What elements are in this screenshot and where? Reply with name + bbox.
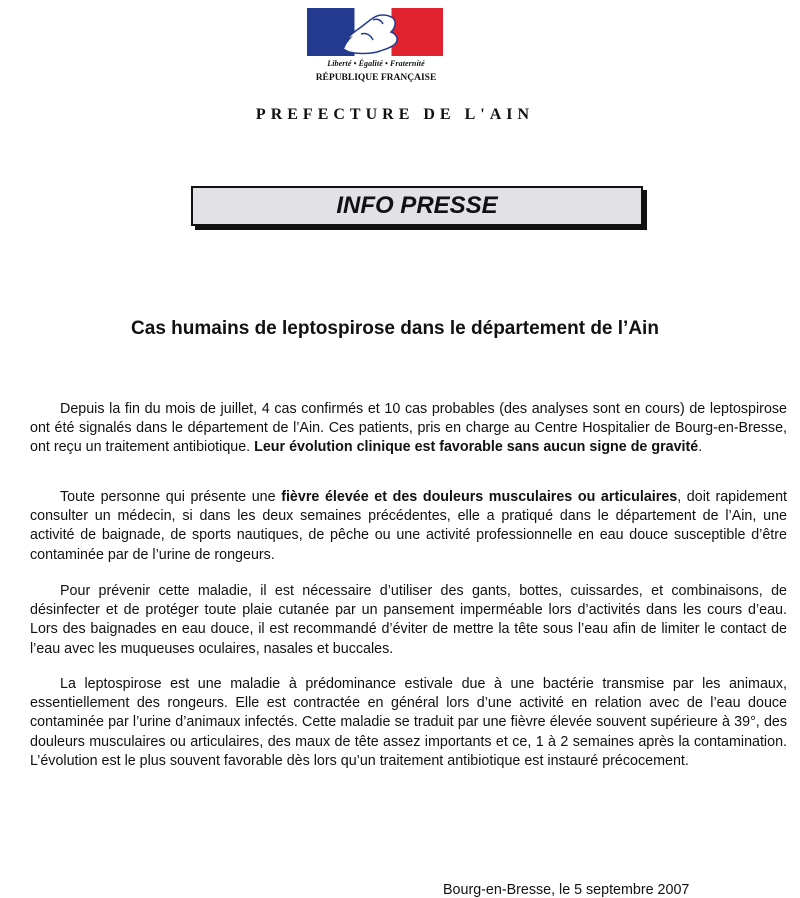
info-presse-banner xyxy=(191,186,643,226)
republic-name: RÉPUBLIQUE FRANÇAISE xyxy=(315,73,437,83)
place-date: Bourg-en-Bresse, le 5 septembre 2007 xyxy=(443,882,690,898)
paragraph-4: La leptospirose est une maladie à prédominance estivale due à une bactérie transmise par les animaux, essentiellement des rongeurs. Elle est contractée en général lors d’une activité en relation avec de l’eau douce contaminée par l’urine d’animaux infectés. Cette maladie se traduit par une fièvre élevée souvent supérieure à 39°, des douleurs musculaires ou articulaires, des maux de tête assez importants et ce, 1 à 2 semaines après la contamination. L’évolution est le plus souvent favorable dès lors qu’un traitement antibiotique est instauré précocement. xyxy=(30,676,787,769)
paragraph-1-bold: Leur évolution clinique est favorable sans aucun signe de gravité xyxy=(254,439,699,456)
paragraph-1-text: Depuis la fin du mois de juillet, 4 cas confirmés et 10 cas probables (des analyses sont en cours) de leptospirose ont été signalés dans le département de l’Ain. Ces patients, pris en charge au Centre Hospitalier de Bourg-en-Bresse, ont reçu un traitement antibiotique. xyxy=(30,401,787,456)
paragraph-2-start: Toute personne qui présente une xyxy=(60,489,282,505)
info-presse-label: INFO PRESSE xyxy=(336,192,498,219)
paragraph-1 xyxy=(30,400,787,458)
marianne-logo xyxy=(305,6,447,90)
paragraph-1-end: . xyxy=(698,439,703,456)
marianne-flag-icon xyxy=(307,8,443,56)
paragraph-2-bold: fièvre élevée et des douleurs musculaires ou articulaires xyxy=(281,489,678,505)
article-title: Cas humains de leptospirose dans le département de l’Ain xyxy=(131,318,659,339)
paragraph-3: Pour prévenir cette maladie, il est nécessaire d’utiliser des gants, bottes, cuissardes, et combinaisons, de désinfecter et de protéger toute plaie cutanée par un pansement imperméable lors d’activités dans les cours d’eau. Lors des baignades en eau douce, il est recommandé d’éviter de mettre la tête sous l’eau afin de limiter le contact de l’eau avec les muqueuses oculaires, nasales et buccales. xyxy=(30,583,787,657)
paragraph-2 xyxy=(30,488,787,565)
motto: Liberté • Égalité • Fraternité xyxy=(327,59,425,68)
paragraph-2-end: , doit rapidement consulter un médecin, si dans les deux semaines précédentes, elle a pratiqué dans le département de l’Ain, une activité de baignade, de sports nautiques, de pêche ou une activité professionnelle en eau douce susceptible d’être contaminée par de l’urine de rongeurs. xyxy=(30,489,787,563)
prefecture-heading: PREFECTURE DE L'AIN xyxy=(255,106,535,123)
